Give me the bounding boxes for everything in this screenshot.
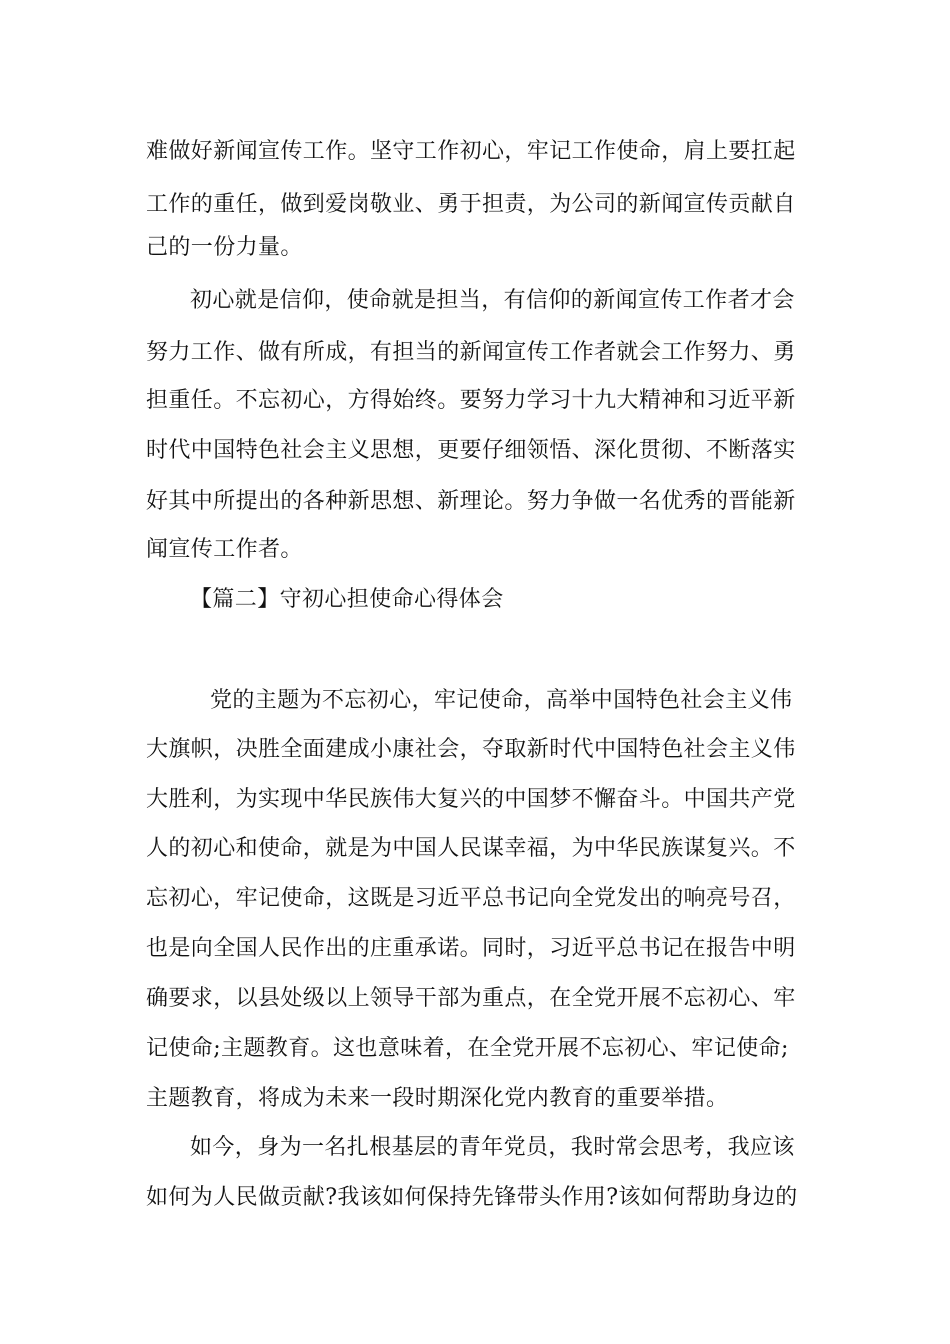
paragraph-line: 如何为人民做贡献?我该如何保持先锋带头作用?该如何帮助身边的 bbox=[146, 1185, 798, 1210]
paragraph-line: 如今，身为一名扎根基层的青年党员，我时常会思考，我应该 bbox=[190, 1135, 795, 1160]
paragraph-line: 闻宣传工作者。 bbox=[146, 537, 303, 562]
paragraph-line: 大胜利，为实现中华民族伟大复兴的中国梦不懈奋斗。中国共产党 bbox=[146, 787, 796, 812]
paragraph-line: 确要求，以县处级以上领导干部为重点，在全党开展不忘初心、牢 bbox=[146, 986, 796, 1011]
paragraph-line: 主题教育，将成为未来一段时期深化党内教育的重要举措。 bbox=[146, 1086, 729, 1111]
paragraph-line: 工作的重任，做到爱岗敬业、勇于担责，为公司的新闻宣传贡献自 bbox=[146, 192, 796, 217]
paragraph-line: 记使命;主题教育。这也意味着，在全党开展不忘初心、牢记使命; bbox=[146, 1036, 789, 1061]
paragraph-line: 时代中国特色社会主义思想，更要仔细领悟、深化贯彻、不断落实 bbox=[146, 438, 796, 463]
paragraph-line: 己的一份力量。 bbox=[146, 235, 303, 260]
paragraph-line: 大旗帜，决胜全面建成小康社会，夺取新时代中国特色社会主义伟 bbox=[146, 737, 796, 762]
paragraph-line: 党的主题为不忘初心，牢记使命，高举中国特色社会主义伟 bbox=[210, 688, 793, 713]
section-heading: 【篇二】守初心担使命心得体会 bbox=[190, 587, 504, 612]
paragraph-line: 忘初心，牢记使命，这既是习近平总书记向全党发出的响亮号召， bbox=[146, 886, 796, 911]
paragraph-line: 初心就是信仰，使命就是担当，有信仰的新闻宣传工作者才会 bbox=[190, 288, 795, 313]
paragraph-line: 也是向全国人民作出的庄重承诺。同时，习近平总书记在报告中明 bbox=[146, 936, 796, 961]
paragraph-line: 好其中所提出的各种新思想、新理论。努力争做一名优秀的晋能新 bbox=[146, 489, 796, 514]
paragraph-line: 难做好新闻宣传工作。坚守工作初心，牢记工作使命，肩上要扛起 bbox=[146, 139, 796, 164]
paragraph-line: 人的初心和使命，就是为中国人民谋幸福，为中华民族谋复兴。不 bbox=[146, 836, 796, 861]
paragraph-line: 努力工作、做有所成，有担当的新闻宣传工作者就会工作努力、勇 bbox=[146, 340, 796, 365]
paragraph-line: 担重任。不忘初心，方得始终。要努力学习十九大精神和习近平新 bbox=[146, 388, 796, 413]
